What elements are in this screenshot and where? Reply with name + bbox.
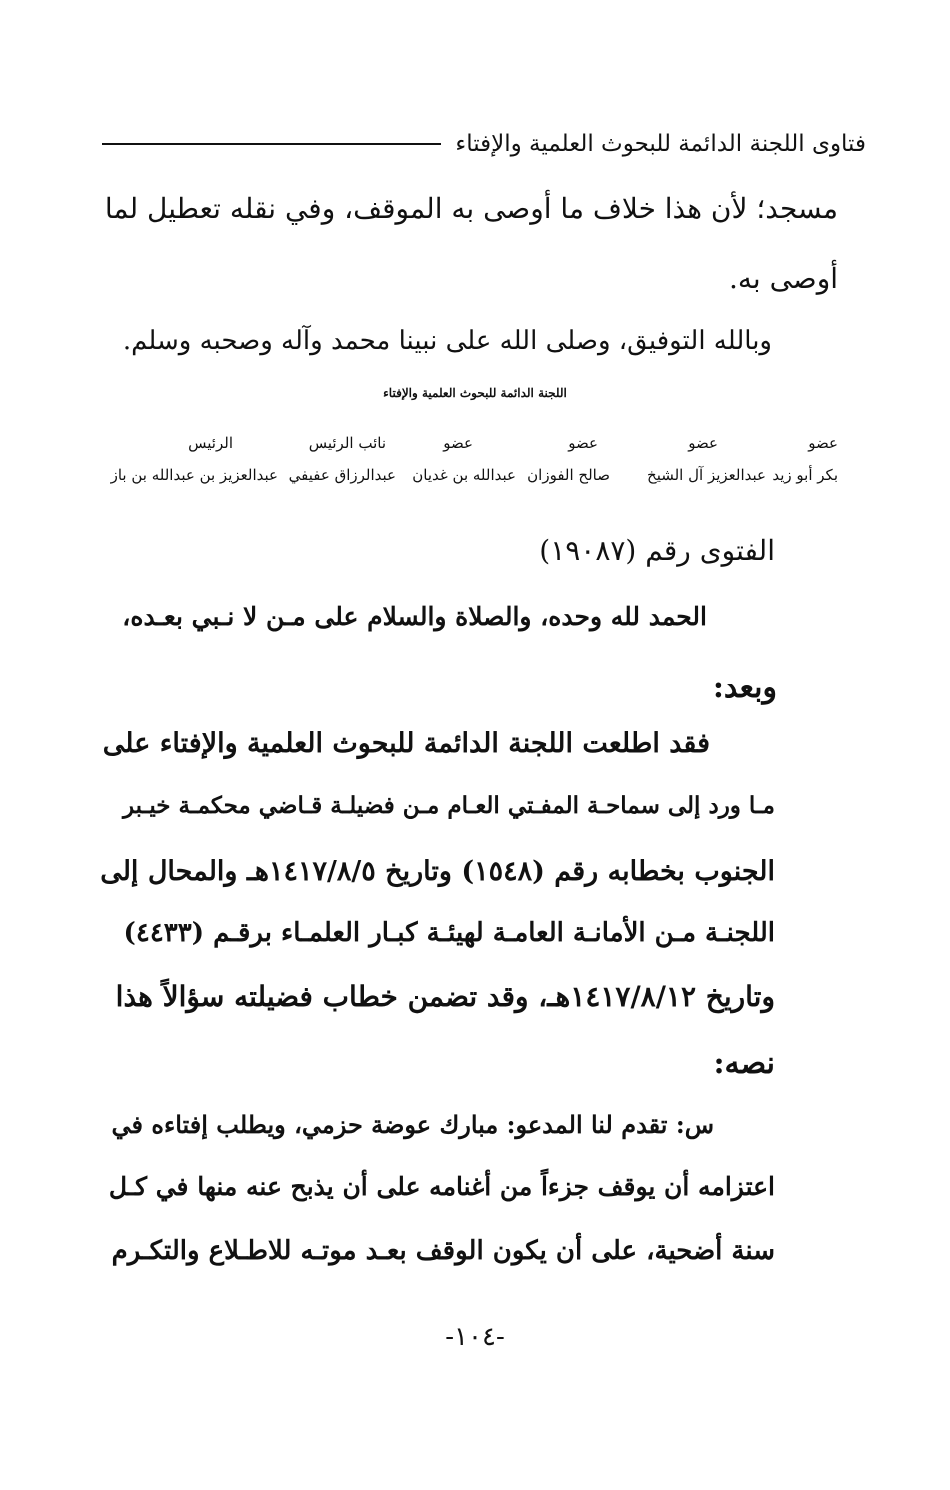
signatory-name: عبدالعزيز آل الشيخ: [647, 466, 766, 484]
fatwa-number-heading: الفتوى رقم (١٩٠٨٧): [539, 534, 775, 567]
signatory-role: عضو: [808, 434, 838, 452]
fatwa-line: الجنوب بخطابه رقم (١٥٤٨) وتاريخ ١٤١٧/٨/٥هـ والمحال إلى: [100, 856, 775, 887]
signatory-role: الرئيس: [188, 434, 233, 452]
signatory-role: عضو: [568, 434, 598, 452]
page-number: -١٠٤-: [445, 1322, 505, 1352]
body-line-1: مسجد؛ لأن هذا خلاف ما أوصى به الموقف، وفي نقله تعطيل لما: [104, 192, 838, 225]
fatwa-line: س: تقدم لنا المدعو: مبارك عوضة حزمي، ويطلب إفتاءه في: [111, 1110, 714, 1139]
header-title: فتاوى اللجنة الدائمة للبحوث العلمية والإفتاء: [455, 131, 866, 157]
signatory-role: عضو: [443, 434, 473, 452]
signatory-name: بكر أبو زيد: [772, 466, 838, 484]
signatory-role: نائب الرئيس: [308, 434, 386, 452]
body-line-2: أوصى به.: [728, 262, 838, 295]
signatory-name: عبدالرزاق عفيفي: [288, 466, 396, 484]
signatory-name: عبدالله بن غديان: [412, 466, 516, 484]
fatwa-line: الحمد لله وحده، والصلاة والسلام على مـن لا نـبي بعـده،: [122, 602, 707, 631]
fatwa-line: اللجنـة مـن الأمانـة العامـة لهيئـة كبـار العلمـاء برقـم (٤٤٣٣): [123, 918, 775, 948]
header-rule: [102, 143, 441, 145]
signatory-name: صالح الفوزان: [527, 466, 610, 484]
signatory-name: عبدالعزيز بن عبدالله بن باز: [110, 466, 278, 484]
fatwa-line: فقد اطلعت اللجنة الدائمة للبحوث العلمية والإفتاء على: [102, 728, 710, 759]
signatory-role: عضو: [688, 434, 718, 452]
fatwa-line: اعتزامه أن يوقف جزءاً من أغنامه على أن يذبح عنه منها في كـل: [108, 1172, 775, 1201]
closing-prayer: وبالله التوفيق، وصلى الله على نبينا محمد وآله وصحبه وسلم.: [122, 326, 772, 356]
fatwa-line: مـا ورد إلى سماحـة المفـتي العـام مـن فضيلـة قـاضي محكمـة خيـبر: [122, 792, 775, 819]
fatwa-line: سنة أضحية، على أن يكون الوقف بعـد موتـه للاطـلاع والتكـرم: [111, 1236, 775, 1266]
committee-title: اللجنة الدائمة للبحوث العلمية والإفتاء: [383, 386, 567, 400]
fatwa-line: وتاريخ ١٤١٧/٨/١٢هـ، وقد تضمن خطاب فضيلته سؤالاً هذا: [115, 980, 775, 1013]
signatory-roles: [98, 434, 838, 456]
fatwa-line: وبعد:: [712, 670, 777, 705]
fatwa-line: نصه:: [713, 1046, 775, 1081]
running-header: [102, 122, 866, 166]
signatory-names: [98, 466, 838, 492]
